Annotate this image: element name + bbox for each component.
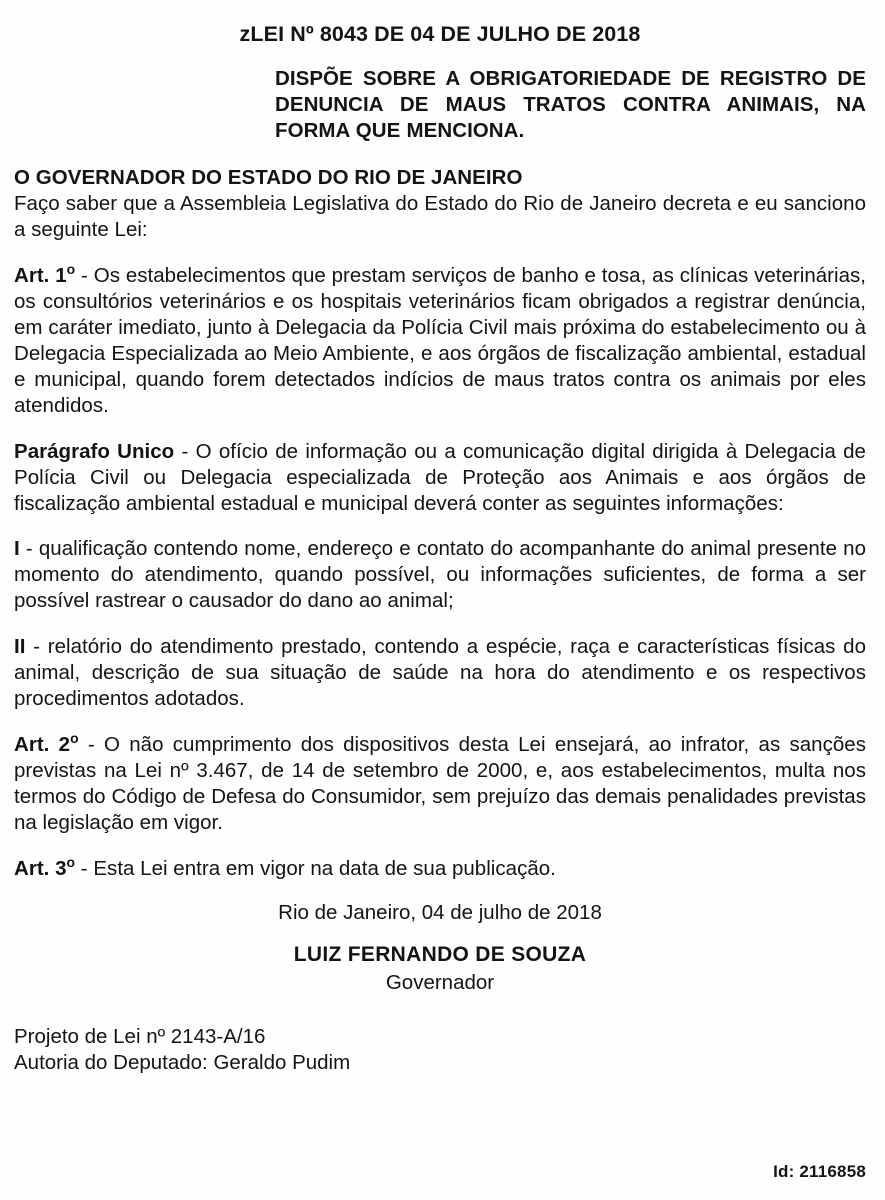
document-body <box>14 0 866 1076</box>
article-text: - O não cumprimento dos dispositivos desta Lei ensejará, ao infrator, as sanções previstas na Lei nº 3.467, de 14 de setembro de 2000, e, aos estabelecimentos, multa nos termos do Código de Defesa do Consumidor, sem prejuízo das demais penalidades previstas na legislação em vigor. <box>14 732 866 834</box>
article-paragraph <box>14 536 866 614</box>
article-text: - O ofício de informação ou a comunicação digital dirigida à Delegacia de Polícia Civil ou Delegacia especializada de Proteção aos Animais e aos órgãos de fiscalização ambiental estadual e municipal deverá conter as seguintes informações: <box>14 439 866 515</box>
article-text: - relatório do atendimento prestado, contendo a espécie, raça e características físicas do animal, descrição de sua situação de saúde na hora do atendimento e os respectivos procedimentos adotados. <box>14 635 866 711</box>
article-paragraph <box>14 732 866 836</box>
article-label: Parágrafo Unico <box>14 439 175 463</box>
signer-role: Governador <box>385 970 495 994</box>
article-paragraph <box>14 263 866 419</box>
place-and-date: Rio de Janeiro, 04 de julho de 2018 <box>278 900 602 924</box>
document-id: Id: 2116858 <box>773 1162 866 1181</box>
law-summary: DISPÕE SOBRE A OBRIGATORIEDADE DE REGISTRO DE DENUNCIA DE MAUS TRATOS CONTRA ANIMAIS, NA FORMA QUE MENCIONA. <box>275 66 866 143</box>
article-text: - Os estabelecimentos que prestam serviços de banho e tosa, as clínicas veterinárias, os consultórios veterinários e os hospitais veterinários ficam obrigados a registrar denúncia, em caráter imediato, junto à Delegacia da Polícia Civil mais próxima do estabelecimento ou à Delegacia Especializada ao Meio Ambiente, e aos órgãos de fiscalização ambiental, estadual e municipal, quando forem detectados indícios de maus tratos contra os animais por eles atendidos. <box>14 264 866 417</box>
governor-heading: O GOVERNADOR DO ESTADO DO RIO DE JANEIRO <box>14 165 523 189</box>
bill-author: Autoria do Deputado: Geraldo Pudim <box>14 1050 351 1074</box>
preamble-text: Faço saber que a Assembleia Legislativa do Estado do Rio de Janeiro decreta e eu sanciono a seguinte Lei: <box>14 192 866 242</box>
article-label: I <box>14 537 20 561</box>
signer-name: LUIZ FERNANDO DE SOUZA <box>293 943 587 967</box>
bill-reference <box>14 1024 866 1076</box>
article-label: II <box>14 635 26 659</box>
article-paragraph <box>14 853 866 882</box>
article-paragraph <box>14 439 866 517</box>
article-text: - qualificação contendo nome, endereço e contato do acompanhante do animal presente no momento do atendimento, quando possível, ou informações suficientes, de forma a ser possível rastrear o causador do dano ao animal; <box>14 537 866 613</box>
ordinal-marker: o <box>66 853 76 870</box>
article-label: Art. 1$^o$ <box>14 261 76 288</box>
article-text: - Esta Lei entra em vigor na data de sua publicação. <box>75 856 556 880</box>
law-title: zLEI Nº 8043 DE 04 DE JULHO DE 2018 <box>239 22 641 46</box>
article-label: Art. 3$^o$ <box>14 853 76 880</box>
article-label: Art. 2$^o$ <box>14 730 79 756</box>
ordinal-marker: o <box>70 730 79 747</box>
ordinal-marker: o <box>66 261 76 278</box>
bill-number: Projeto de Lei nº 2143-A/16 <box>14 1024 266 1048</box>
article-paragraph <box>14 634 866 712</box>
